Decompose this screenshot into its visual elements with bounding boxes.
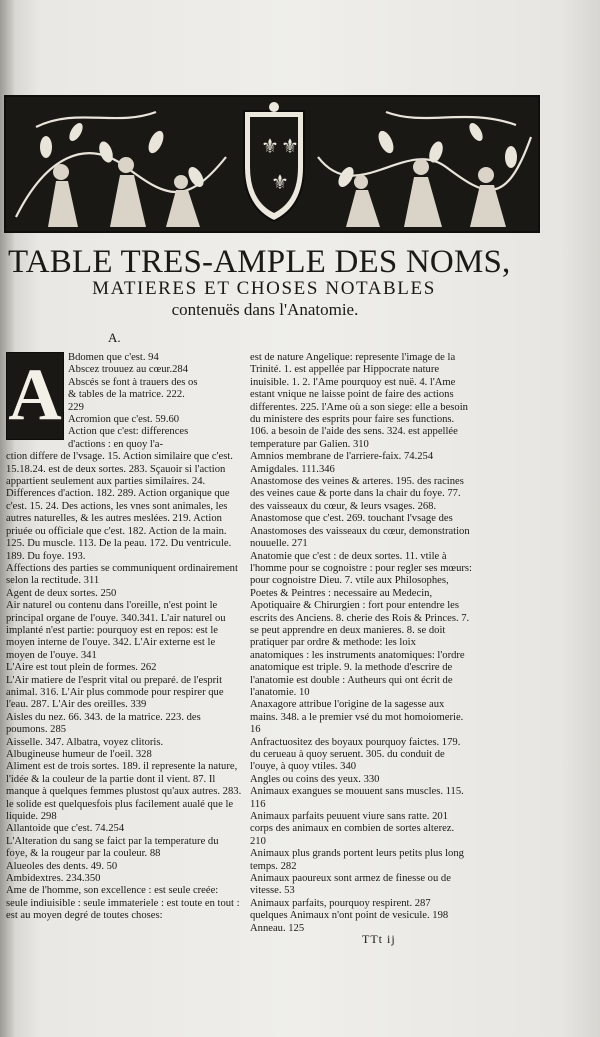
index-entry: Anaxagore attribue l'origine de la sagesse aux mains. 348. a le premier vsé du mot homoiomerie. 16 bbox=[250, 699, 464, 736]
svg-text:⚜: ⚜ bbox=[271, 170, 289, 194]
index-entry: Ambidextres. 234.350 bbox=[6, 873, 101, 885]
svg-text:⚜: ⚜ bbox=[261, 134, 279, 158]
index-column-right bbox=[250, 352, 472, 935]
index-entry: Abscés se font à trauers des os bbox=[68, 376, 198, 388]
index-entry: Affections des parties se communiquent ordinairement selon la rectitude. 311 bbox=[6, 562, 238, 587]
index-entry: Animaux parfaits peuuent viure sans ratte. 201 bbox=[250, 811, 448, 823]
index-entry: Anatomie que c'est : de deux sortes. 11. vtile à l'homme pour se cognoistre : pour regler ses mœurs: pour cognoistre Dieu. 7. vtile aux Philosophes, Poetes & Peintres : necessaire au Medecin, Apotiquaire & Chirurgien : fort pour entendre les escrits des Anciens. 8. cherie des Rois & Princes. 7. se peut apprendre en deux manieres. 8. se doit pratiquer par ordre & methode: les loix anatomiques : les instruments anatomiques: l'ordre anatomique est triple. 9. la methode d'escrire de l'anatomie est double : Autheurs qui ont écrit de l'anatomie. 10 bbox=[250, 550, 472, 698]
index-entry: Alueoles des dents. 49. 50 bbox=[6, 860, 118, 872]
woodcut-banner bbox=[4, 95, 540, 233]
index-entry: Acromion que c'est. 59.60 bbox=[68, 414, 180, 426]
index-entry: Animaux plus grands portent leurs petits plus long temps. 282 bbox=[250, 848, 464, 872]
page-subtitle-secondary: contenuës dans l'Anatomie. bbox=[171, 300, 359, 319]
index-entry: Aliment est de trois sortes. 189. il represente la nature, l'idée & la couleur de la partie dont il vient. 87. Il manque à quelques femmes plustost qu'aux autres. 283. le solide est quelquesfois plus facilement aualé que le liquide. 298 bbox=[6, 761, 242, 823]
index-entry: Anfractuositez des boyaux pourquoy faictes. 179. du cerueau à quoy seruent. 305. du conduit de l'ouye, à quoy vtiles. 340 bbox=[250, 736, 461, 773]
svg-text:⚜: ⚜ bbox=[281, 134, 299, 158]
index-entry: Albugineuse humeur de l'oeil. 328 bbox=[6, 749, 152, 760]
page-subtitle: MATIERES ET CHOSES NOTABLES bbox=[92, 278, 436, 299]
page-title: TABLE TRES-AMPLE DES NOMS, bbox=[8, 244, 511, 280]
index-entry: Angles ou coins des yeux. 330 bbox=[250, 773, 380, 785]
signature-mark: TTt ij bbox=[362, 932, 396, 946]
index-entry: Aisles du nez. 66. 343. de la matrice. 223. des poumons. 285 bbox=[6, 711, 201, 736]
index-entry: Amigdales. 111.346 bbox=[250, 463, 335, 475]
index-entry: L'Air matiere de l'esprit vital ou preparé. de l'esprit animal. 316. L'Air plus commode pour respirer que l'eau. 287. L'Air des oreilles. 339 bbox=[6, 674, 224, 711]
index-entry: Air naturel ou contenu dans l'oreille, n'est point le principal organe de l'ouye. 340.341. L'air naturel ou implanté n'est partie: pourquoy est en repos: est le moyen interne de l'ouye. 342. L'Air externe est le moyen de l'ouye. 341 bbox=[6, 600, 226, 661]
index-entry: Animaux exangues se mouuent sans muscles. 115. 116 bbox=[250, 786, 464, 810]
index-entry: d'actions : en quoy l'a- bbox=[68, 438, 164, 450]
index-entry: Bdomen que c'est. 94 bbox=[68, 352, 159, 363]
index-entry: & tables de la matrice. 222. bbox=[68, 389, 185, 401]
index-entry: Abscez trouuez au cœur.284 bbox=[68, 364, 189, 376]
index-entry: est de nature Angelique: represente l'image de la Trinité. 1. est appellée par Hippocrate nature inuisible. 1. 2. l'Ame pourquoy est nuë. 4. l'Ame estant vnique ne laisse point de faire des actions differentes. 225. l'Ame où a son siege: elle a besoin du ministere des esprits pour faire ses functions. 106. a besoin de l'aide des sens. 324. est appellée temperature par Galien. 310 bbox=[250, 352, 468, 450]
index-entry: 229 bbox=[68, 401, 84, 413]
drop-cap-ornament bbox=[6, 352, 64, 440]
woodcut-illustration bbox=[6, 97, 538, 231]
index-entry: Animaux paoureux sont armez de finesse ou de vitesse. 53 bbox=[250, 873, 451, 897]
index-entry: quelques Animaux n'ont point de vesicule. 198 bbox=[250, 910, 449, 922]
section-letter: A. bbox=[108, 330, 121, 345]
index-entry: Agent de deux sortes. 250 bbox=[6, 587, 117, 599]
drop-cap-letter: A bbox=[8, 354, 62, 436]
index-entry: corps des animaux en combien de sortes alterez. 210 bbox=[250, 823, 455, 847]
index-entry: Amnios membrane de l'arriere-faix. 74.254 bbox=[250, 451, 434, 463]
index-entry: L'Alteration du sang se faict par la temperature du foye, & la rougeur par la couleur. 88 bbox=[6, 835, 219, 860]
index-entry: L'Aire est tout plein de formes. 262 bbox=[6, 662, 157, 674]
index-entry: Ame de l'homme, son excellence : est seule creée: seule indiuisible : seule immateriele : est toute en tout : est au moyen degré de toutes choses: bbox=[6, 885, 240, 922]
index-entry: Anastomose des veines & arteres. 195. des racines des veines caue & porte dans la chair du foye. 77. des vaisseaux du cœur, & leurs vsages. 268. Anastomose que c'est. 269. touchant l'vsage des Anastomoses des vaisseaux du cœur, demonstration nouuelle. 271 bbox=[250, 476, 470, 550]
index-entry: Animaux parfaits, pourquoy respirent. 287 bbox=[250, 897, 431, 909]
index-column-left bbox=[6, 352, 242, 923]
index-entry: ction differe de l'vsage. 15. Action similaire que c'est. 15.18.24. est de deux sortes. 283. Sçauoir si l'action appartient seulement aux parties similaires. 24. Differences d'action. 182. 289. Action organique que c'est. 15. 24. Des actions, les vnes sont animales, les autres naturelles, & les autres meslées. 219. Action priuée ou officiale que c'est. 182. Action de la main. 125. Du muscle. 113. De la peau. 172. Du ventricule. 189. Du foye. 193. bbox=[6, 451, 233, 562]
index-entry: Allantoide que c'est. 74.254 bbox=[6, 823, 125, 835]
index-entry: Action que c'est: differences bbox=[68, 426, 189, 438]
index-entry: Aisselle. 347. Albatra, voyez clitoris. bbox=[6, 736, 164, 748]
index-entry: Anneau. 125 bbox=[250, 922, 305, 934]
